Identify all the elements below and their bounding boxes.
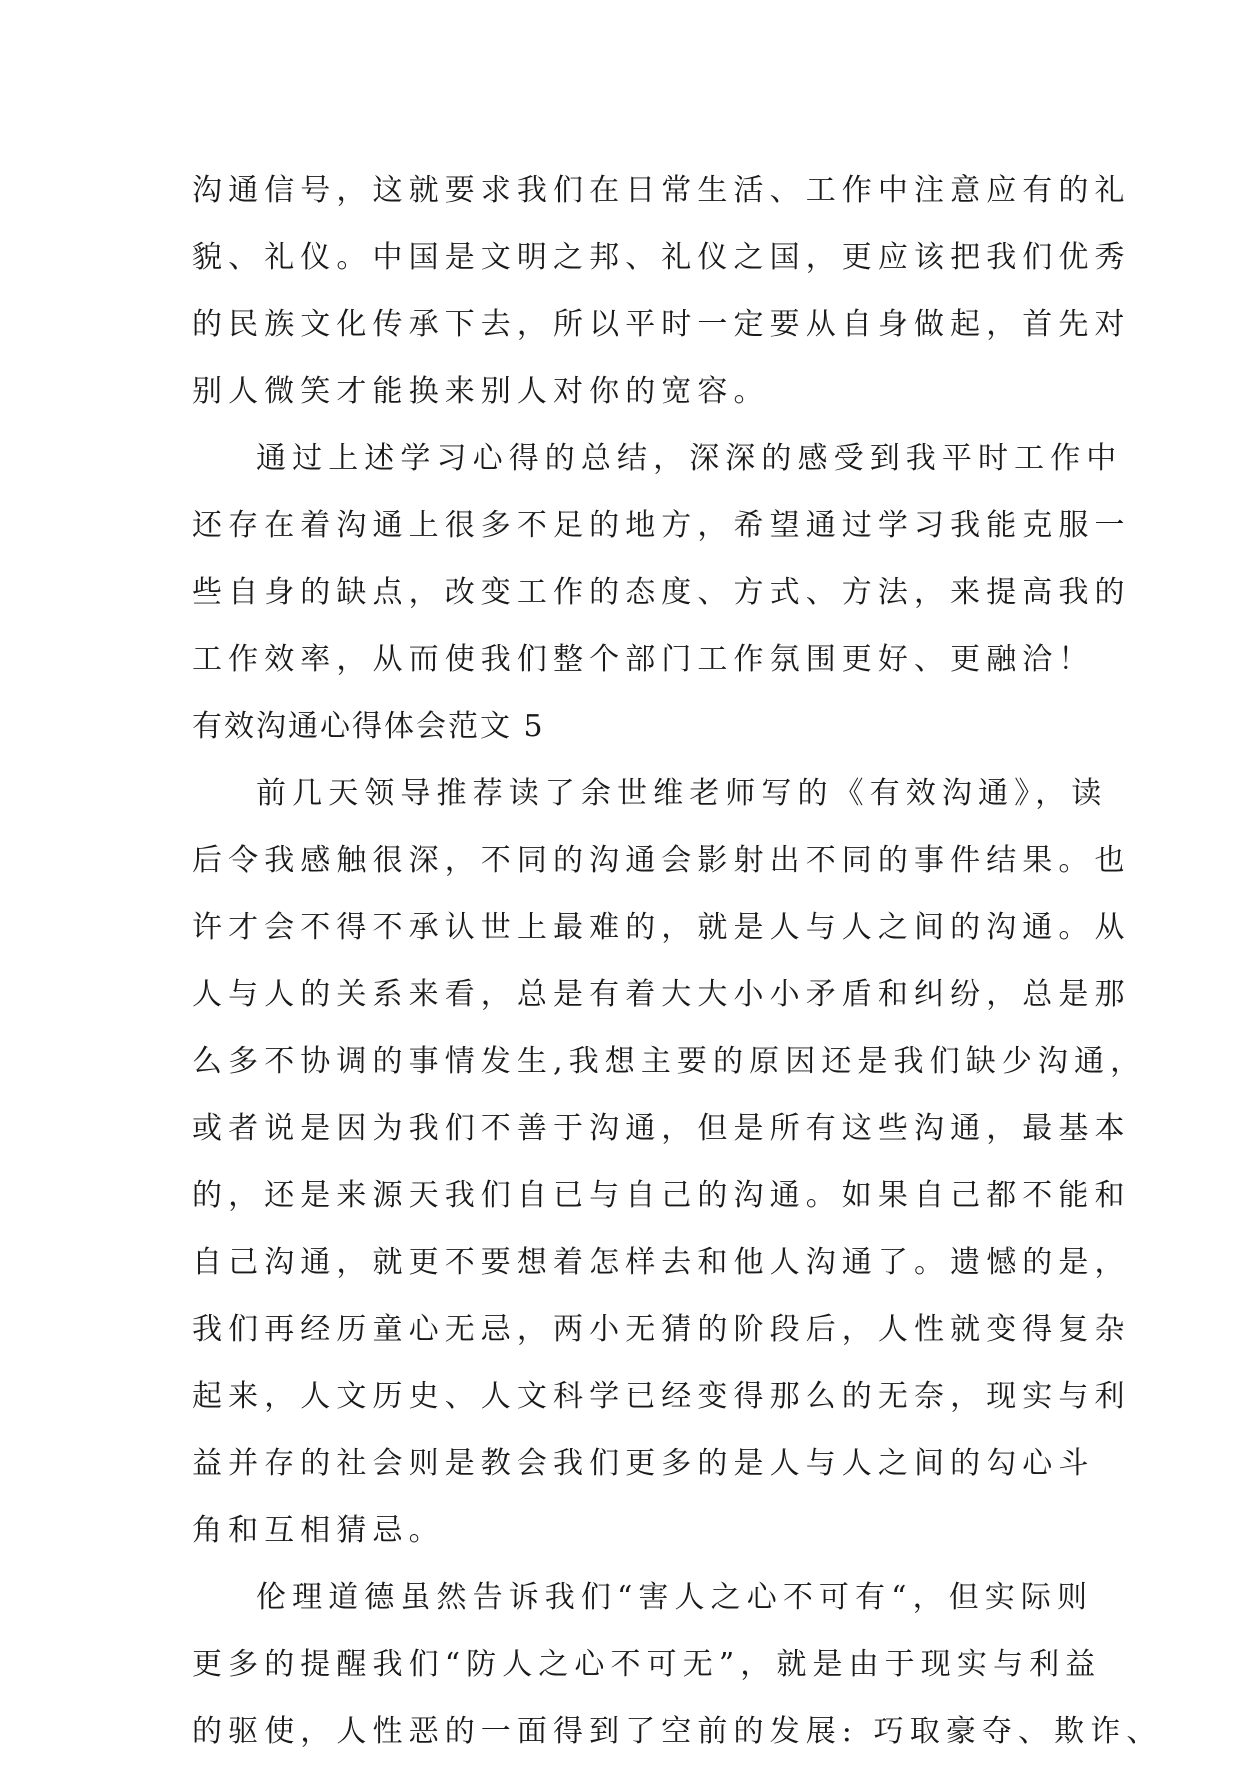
paragraph-line: 更多的提醒我们“防人之心不可无”，就是由于现实与利益	[192, 1647, 1102, 1682]
paragraph-line: 么多不协调的事情发生,我想主要的原因还是我们缺少沟通，	[192, 1044, 1147, 1079]
paragraph-line: 人与人的关系来看，总是有着大大小小矛盾和纠纷，总是那	[192, 977, 1131, 1012]
paragraph-line: 后令我感触很深，不同的沟通会影射出不同的事件结果。也	[192, 843, 1131, 878]
paragraph-line: 起来，人文历史、人文科学已经变得那么的无奈，现实与利	[192, 1379, 1131, 1414]
paragraph-line: 角和互相猜忌。	[192, 1513, 445, 1548]
paragraph-line: 益并存的社会则是教会我们更多的是人与人之间的勾心斗	[192, 1446, 1095, 1481]
paragraph-line: 的，还是来源天我们自已与自己的沟通。如果自己都不能和	[192, 1178, 1131, 1213]
paragraph-line: 许才会不得不承认世上最难的，就是人与人之间的沟通。从	[192, 910, 1131, 945]
paragraph-line: 伦理道德虽然告诉我们“害人之心不可有“，但实际则	[256, 1580, 1094, 1615]
paragraph-line: 沟通信号，这就要求我们在日常生活、工作中注意应有的礼	[192, 173, 1131, 208]
paragraph-line: 貌、礼仪。中国是文明之邦、礼仪之国，更应该把我们优秀	[192, 240, 1131, 275]
paragraph-line: 前几天领导推荐读了余世维老师写的《有效沟通》，读	[256, 776, 1108, 811]
paragraph-line: 别人微笑才能换来别人对你的宽容。	[192, 374, 770, 409]
document-body	[192, 157, 1163, 1765]
paragraph-line: 工作效率，从而使我们整个部门工作氛围更好、更融洽！	[192, 642, 1095, 677]
paragraph-line: 或者说是因为我们不善于沟通，但是所有这些沟通，最基本	[192, 1111, 1131, 1146]
section-heading: 有效沟通心得体会范文 5	[192, 709, 545, 744]
paragraph-line: 的民族文化传承下去，所以平时一定要从自身做起，首先对	[192, 307, 1131, 342]
paragraph-line: 自己沟通，就更不要想着怎样去和他人沟通了。遗憾的是，	[192, 1245, 1131, 1280]
paragraph-line: 通过上述学习心得的总结，深深的感受到我平时工作中	[256, 441, 1123, 476]
paragraph-line: 还存在着沟通上很多不足的地方，希望通过学习我能克服一	[192, 508, 1131, 543]
paragraph-line: 我们再经历童心无忌，两小无猜的阶段后，人性就变得复杂	[192, 1312, 1131, 1347]
paragraph-line: 的驱使，人性恶的一面得到了空前的发展: 巧取豪夺、欺诈、	[192, 1714, 1163, 1749]
paragraph-line: 些自身的缺点，改变工作的态度、方式、方法，来提高我的	[192, 575, 1131, 610]
